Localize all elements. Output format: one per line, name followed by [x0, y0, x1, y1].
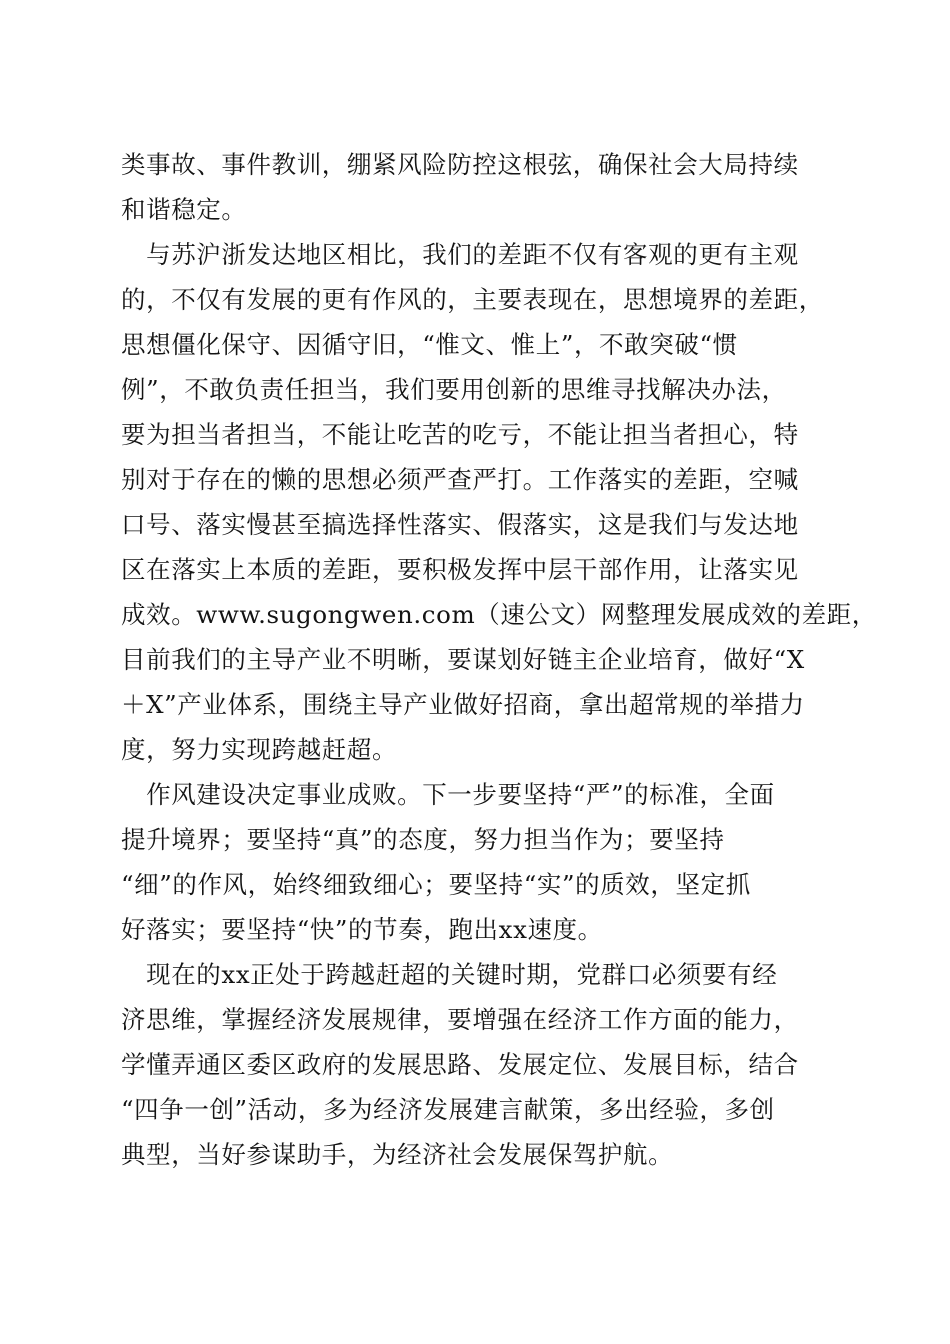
paragraph-2	[121, 232, 877, 772]
text-line: 的，不仅有发展的更有作风的，主要表现在，思想境界的差距，	[121, 285, 824, 314]
text-line: 度，努力实现跨越赶超。	[121, 735, 398, 764]
text-line: ＋X”产业体系，围绕主导产业做好招商，拿出超常规的举措力	[121, 690, 805, 719]
text-line: 区在落实上本质的差距，要积极发挥中层干部作用，让落实见	[121, 555, 799, 584]
text-line: 好落实；要坚持“快”的节奏，跑出xx速度。	[121, 915, 603, 944]
text-line: 与苏沪浙发达地区相比，我们的差距不仅有客观的更有主观	[121, 240, 799, 269]
text-line: 学懂弄通区委区政府的发展思路、发展定位、发展目标，结合	[121, 1050, 799, 1079]
text-line: 要为担当者担当，不能让吃苦的吃亏，不能让担当者担心，特	[121, 420, 799, 449]
text-line: 典型，当好参谋助手，为经济社会发展保驾护航。	[121, 1140, 674, 1169]
text-line: 成效。www.sugongwen.com（速公文）网整理发展成效的差距，	[121, 600, 877, 629]
paragraph-1	[121, 142, 831, 232]
document-body	[121, 142, 877, 1177]
text-line: 口号、落实慢甚至搞选择性落实、假落实，这是我们与发达地	[121, 510, 799, 539]
text-line: “四争一创”活动，多为经济发展建言献策，多出经验，多创	[121, 1095, 775, 1124]
text-line: “细”的作风，始终细致细心；要坚持“实”的质效，坚定抓	[121, 870, 751, 899]
paragraph-3	[121, 772, 831, 952]
text-line: 作风建设决定事业成败。下一步要坚持“严”的标准，全面	[121, 780, 775, 809]
text-line: 提升境界；要坚持“真”的态度，努力担当作为；要坚持	[121, 825, 725, 854]
text-line: 思想僵化保守、因循守旧，“惟文、惟上”，不敢突破“惯	[121, 330, 738, 359]
text-line: 例”，不敢负责任担当，我们要用创新的思维寻找解决办法，	[121, 375, 787, 404]
text-line: 现在的xx正处于跨越赶超的关键时期，党群口必须要有经	[121, 960, 778, 989]
paragraph-4	[121, 952, 831, 1177]
text-line: 济思维，掌握经济发展规律，要增强在经济工作方面的能力，	[121, 1005, 799, 1034]
text-line: 和谐稳定。	[121, 195, 247, 224]
text-line: 别对于存在的懒的思想必须严查严打。工作落实的差距，空喊	[121, 465, 799, 494]
text-line: 类事故、事件教训，绷紧风险防控这根弦，确保社会大局持续	[121, 150, 799, 179]
text-line: 目前我们的主导产业不明晰，要谋划好链主企业培育，做好“X	[121, 645, 805, 674]
